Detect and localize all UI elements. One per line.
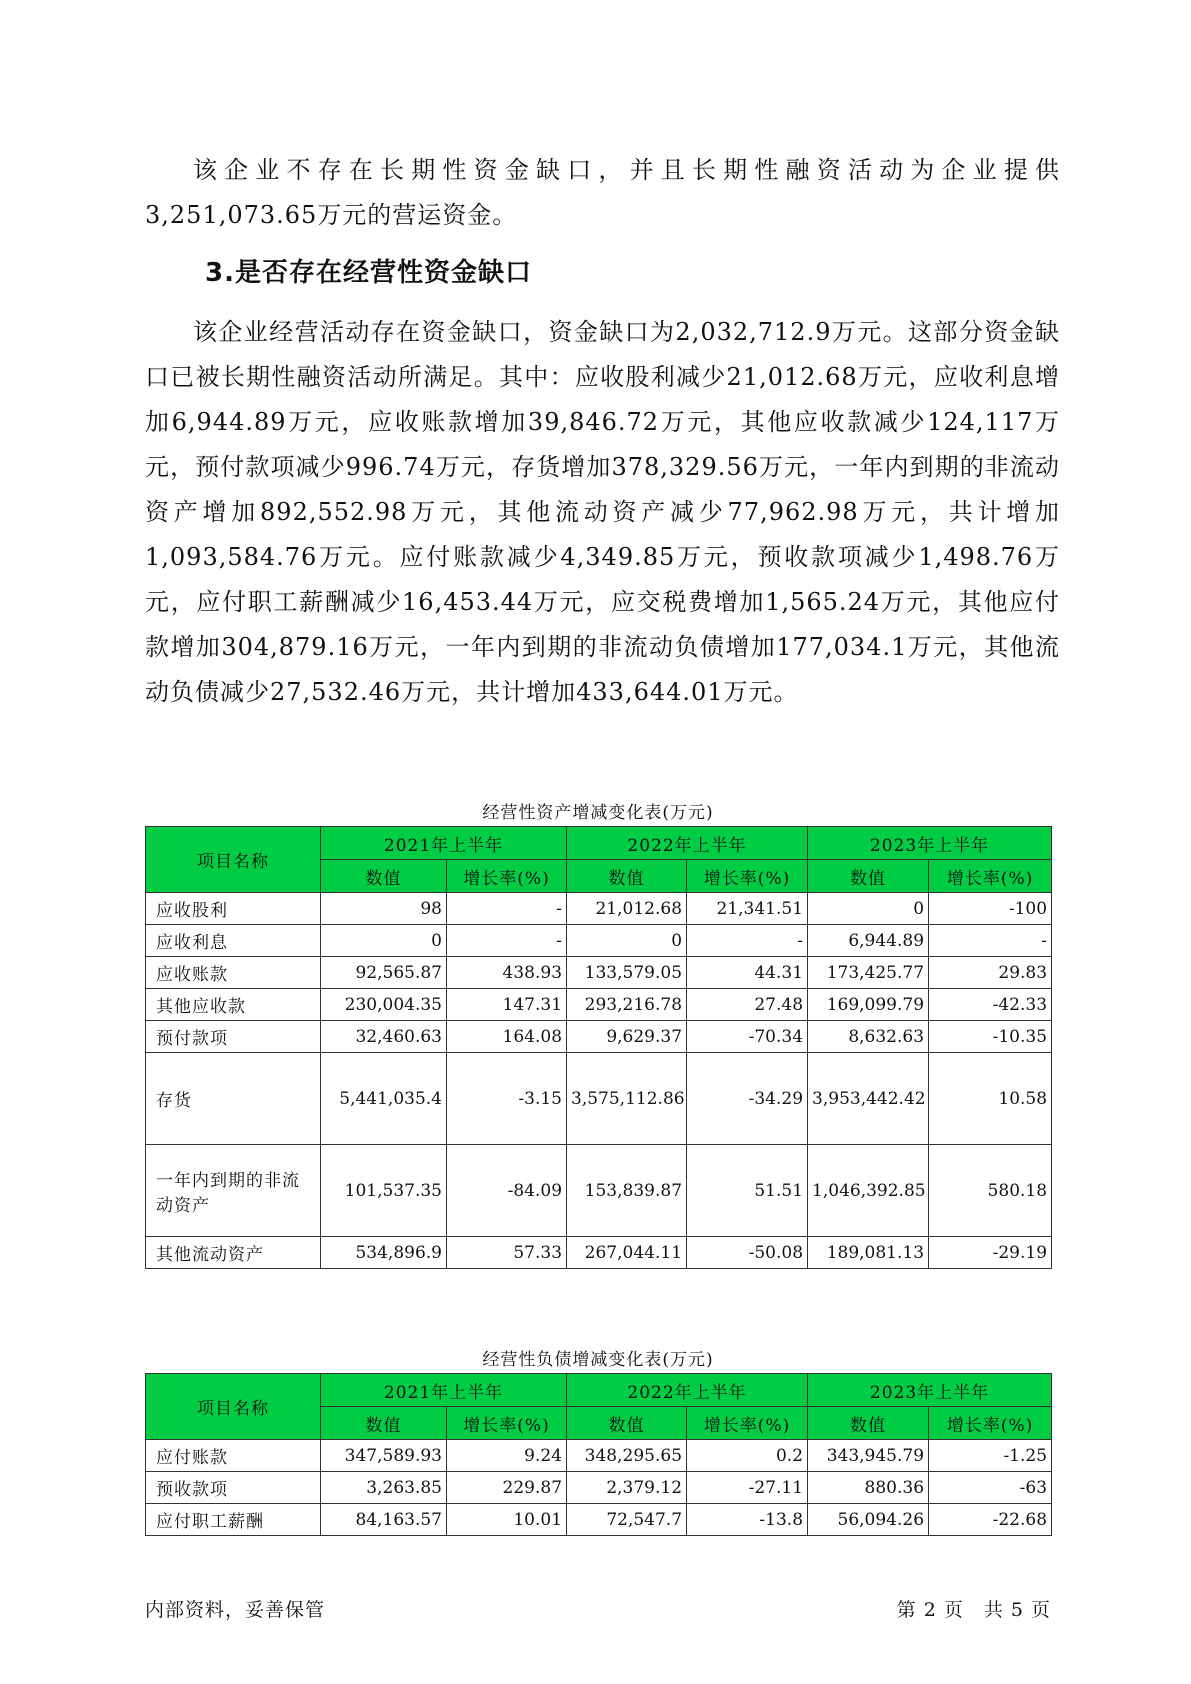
- growth-cell: -100: [929, 893, 1052, 925]
- liabilities-table-caption: 经营性负债增减变化表(万元): [482, 1350, 714, 1370]
- value-cell: 880.36: [808, 1472, 929, 1504]
- section-heading: 3.是否存在经营性资金缺口: [205, 258, 532, 288]
- table-row: [146, 1237, 1052, 1269]
- row-label: 应收股利: [146, 893, 321, 925]
- value-cell: 267,044.11: [567, 1237, 687, 1269]
- value-cell: 348,295.65: [567, 1440, 687, 1472]
- value-cell: 189,081.13: [808, 1237, 929, 1269]
- growth-cell: -29.19: [929, 1237, 1052, 1269]
- growth-cell: 0.2: [687, 1440, 808, 1472]
- growth-cell: 438.93: [447, 957, 567, 989]
- growth-cell: 10.01: [447, 1504, 567, 1536]
- value-cell: 2,379.12: [567, 1472, 687, 1504]
- value-cell: 72,547.7: [567, 1504, 687, 1536]
- value-cell: 343,945.79: [808, 1440, 929, 1472]
- value-cell: 169,099.79: [808, 989, 929, 1021]
- value-cell: 6,944.89: [808, 925, 929, 957]
- growth-cell: 27.48: [687, 989, 808, 1021]
- header-value: 数值: [321, 1407, 447, 1440]
- value-cell: 153,839.87: [567, 1145, 687, 1237]
- row-label: 存货: [146, 1053, 321, 1145]
- row-label: 应付职工薪酬: [146, 1504, 321, 1536]
- growth-cell: -34.29: [687, 1053, 808, 1145]
- header-value: 数值: [808, 1407, 929, 1440]
- row-label: 其他应收款: [146, 989, 321, 1021]
- row-label: 预付款项: [146, 1021, 321, 1053]
- growth-cell: 147.31: [447, 989, 567, 1021]
- value-cell: 32,460.63: [321, 1021, 447, 1053]
- growth-cell: -: [447, 925, 567, 957]
- growth-cell: 580.18: [929, 1145, 1052, 1237]
- growth-cell: 9.24: [447, 1440, 567, 1472]
- value-cell: 1,046,392.85: [808, 1145, 929, 1237]
- growth-cell: -10.35: [929, 1021, 1052, 1053]
- value-cell: 8,632.63: [808, 1021, 929, 1053]
- value-cell: 347,589.93: [321, 1440, 447, 1472]
- growth-cell: -63: [929, 1472, 1052, 1504]
- header-growth: 增长率(%): [687, 860, 808, 893]
- paragraph-operating-gap: 该企业经营活动存在资金缺口，资金缺口为2,032,712.9万元。这部分资金缺口已被长期性融资活动所满足。其中：应收股利减少21,012.68万元，应收利息增加6,944.89万元，应收账款增加39,846.72万元，其他应收款减少124,117万元，预付款项减少996.74万元，存货增加378,329.56万元，一年内到期的非流动资产增加892,552.98万元，其他流动资产减少77,962.98万元，共计增加1,093,584.76万元。应付账款减少4,349.85万元，预收款项减少1,498.76万元，应付职工薪酬减少16,453.44万元，应交税费增加1,565.24万元，其他应付款增加304,879.16万元，一年内到期的非流动负债增加177,034.1万元，其他流动负债减少27,532.46万元，共计增加433,644.01万元。: [145, 318, 1060, 706]
- growth-cell: -84.09: [447, 1145, 567, 1237]
- value-cell: 92,565.87: [321, 957, 447, 989]
- growth-cell: -22.68: [929, 1504, 1052, 1536]
- row-label: 应收账款: [146, 957, 321, 989]
- header-item-name: 项目名称: [146, 1374, 321, 1440]
- header-growth: 增长率(%): [447, 860, 567, 893]
- value-cell: 0: [567, 925, 687, 957]
- header-year-2023: 2023年上半年: [808, 1374, 1052, 1407]
- row-label: 一年内到期的非流动资产: [146, 1145, 321, 1237]
- value-cell: 5,441,035.4: [321, 1053, 447, 1145]
- value-cell: 534,896.9: [321, 1237, 447, 1269]
- assets-table-body: [146, 893, 1052, 1269]
- table-row: [146, 1472, 1052, 1504]
- table-row: [146, 925, 1052, 957]
- value-cell: 133,579.05: [567, 957, 687, 989]
- value-cell: 0: [808, 893, 929, 925]
- header-value: 数值: [567, 860, 687, 893]
- header-year-2021: 2021年上半年: [321, 827, 567, 860]
- value-cell: 3,953,442.42: [808, 1053, 929, 1145]
- growth-cell: 29.83: [929, 957, 1052, 989]
- value-cell: 3,263.85: [321, 1472, 447, 1504]
- value-cell: 101,537.35: [321, 1145, 447, 1237]
- footer-confidential-note: 内部资料，妥善保管: [145, 1599, 326, 1621]
- liabilities-table-body: [146, 1440, 1052, 1536]
- liabilities-table: [145, 1373, 1052, 1536]
- header-growth: 增长率(%): [929, 1407, 1052, 1440]
- table-row: [146, 893, 1052, 925]
- growth-cell: -1.25: [929, 1440, 1052, 1472]
- value-cell: 293,216.78: [567, 989, 687, 1021]
- assets-table: [145, 826, 1052, 1269]
- header-value: 数值: [808, 860, 929, 893]
- growth-cell: 51.51: [687, 1145, 808, 1237]
- table-row: [146, 1440, 1052, 1472]
- growth-cell: 21,341.51: [687, 893, 808, 925]
- growth-cell: -3.15: [447, 1053, 567, 1145]
- header-item-name: 项目名称: [146, 827, 321, 893]
- growth-cell: 57.33: [447, 1237, 567, 1269]
- growth-cell: 164.08: [447, 1021, 567, 1053]
- assets-table-caption: 经营性资产增减变化表(万元): [482, 803, 714, 823]
- value-cell: 84,163.57: [321, 1504, 447, 1536]
- table-row: [146, 1021, 1052, 1053]
- table-row: [146, 1145, 1052, 1237]
- header-growth: 增长率(%): [447, 1407, 567, 1440]
- value-cell: 56,094.26: [808, 1504, 929, 1536]
- row-label: 预收款项: [146, 1472, 321, 1504]
- growth-cell: -13.8: [687, 1504, 808, 1536]
- growth-cell: -: [447, 893, 567, 925]
- growth-cell: -27.11: [687, 1472, 808, 1504]
- header-year-2022: 2022年上半年: [567, 827, 808, 860]
- growth-cell: 229.87: [447, 1472, 567, 1504]
- header-year-2022: 2022年上半年: [567, 1374, 808, 1407]
- header-year-2021: 2021年上半年: [321, 1374, 567, 1407]
- header-growth: 增长率(%): [929, 860, 1052, 893]
- value-cell: 173,425.77: [808, 957, 929, 989]
- header-value: 数值: [567, 1407, 687, 1440]
- growth-cell: 10.58: [929, 1053, 1052, 1145]
- growth-cell: 44.31: [687, 957, 808, 989]
- paragraph-long-term-gap: 该企业不存在长期性资金缺口，并且长期性融资活动为企业提供3,251,073.65万元的营运资金。: [145, 156, 1060, 229]
- row-label: 应付账款: [146, 1440, 321, 1472]
- table-row: [146, 1504, 1052, 1536]
- header-year-2023: 2023年上半年: [808, 827, 1052, 860]
- header-growth: 增长率(%): [687, 1407, 808, 1440]
- table-row: [146, 957, 1052, 989]
- value-cell: 21,012.68: [567, 893, 687, 925]
- table-row: [146, 989, 1052, 1021]
- growth-cell: -: [929, 925, 1052, 957]
- value-cell: 230,004.35: [321, 989, 447, 1021]
- footer-page-number: 第 2 页 共 5 页: [896, 1599, 1051, 1621]
- growth-cell: -50.08: [687, 1237, 808, 1269]
- value-cell: 3,575,112.86: [567, 1053, 687, 1145]
- row-label: 应收利息: [146, 925, 321, 957]
- header-value: 数值: [321, 860, 447, 893]
- value-cell: 0: [321, 925, 447, 957]
- value-cell: 98: [321, 893, 447, 925]
- row-label: 其他流动资产: [146, 1237, 321, 1269]
- table-row: [146, 1053, 1052, 1145]
- growth-cell: -42.33: [929, 989, 1052, 1021]
- value-cell: 9,629.37: [567, 1021, 687, 1053]
- growth-cell: -: [687, 925, 808, 957]
- growth-cell: -70.34: [687, 1021, 808, 1053]
